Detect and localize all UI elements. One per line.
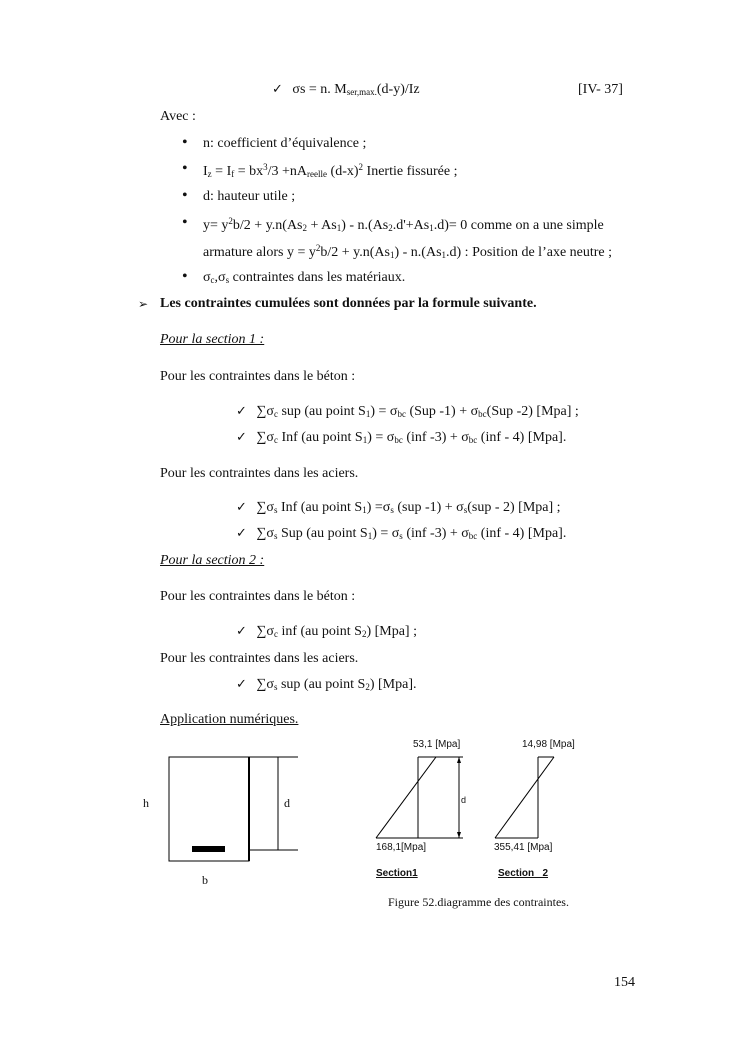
figure-caption: Figure 52.diagramme des contraintes.	[388, 895, 569, 909]
check-icon: ✓	[236, 430, 247, 445]
check-icon: ✓	[236, 677, 247, 692]
bullet-n: n: coefficient d’équivalence ;	[203, 136, 367, 151]
s1-top-value: 53,1 [Mpa]	[413, 739, 461, 750]
s1-diagonal	[376, 757, 436, 838]
check-icon: ✓	[272, 82, 283, 97]
s1-name: Section1	[376, 868, 418, 879]
section1-title: Pour la section 1 :	[160, 332, 265, 347]
bullet-neutral-axis: $y= y^2b/2 + y.n(As_2 + As_1) - n.(As_2.d'+As_1.d)= 0$ comme on a une simple	[203, 216, 604, 233]
section1-acier-inf: ✓ $\sum\sigma_s$ Inf (au point $S_1) =\sigma_s$ (sup $-1) + \sigma_s(sup - 2)$ [Mpa] ;	[236, 500, 561, 515]
label-h: h	[143, 796, 149, 810]
section2-acier-sup: ✓ $\sum\sigma_s$ sup (au point $S_2$) [Mpa].	[236, 677, 417, 692]
label-b: b	[202, 873, 208, 887]
s1-dim-arrow-bottom	[457, 832, 461, 838]
s2-name: Section 2	[498, 868, 549, 879]
bullet-icon: •	[182, 187, 188, 204]
check-icon: ✓	[236, 500, 247, 515]
check-icon: ✓	[236, 404, 247, 419]
avec-label: Avec :	[160, 109, 196, 124]
bullet-icon: •	[182, 134, 188, 151]
page-number: 154	[614, 975, 635, 990]
section2-title: Pour la section 2 :	[160, 553, 265, 568]
bullet-d: d: hauteur utile ;	[203, 189, 296, 204]
s2-top-value: 14,98 [Mpa]	[522, 739, 575, 750]
s2-bottom-value: 355,41 [Mpa]	[494, 842, 553, 853]
rebar	[192, 846, 225, 852]
section1-beton-inf: ✓ $\sum\sigma_c$ Inf (au point $S_1) = \sigma_{bc}$ (inf $-3) + \sigma_{bc}$ (inf - 4) [Mpa].	[236, 430, 567, 445]
section1-acier-intro: Pour les contraintes dans les aciers.	[160, 466, 359, 481]
bullet-icon: •	[182, 268, 188, 285]
section-heading: Les contraintes cumulées sont données par la formule suivante.	[160, 296, 537, 311]
s1-bottom-value: 168,1[Mpa]	[376, 842, 427, 853]
section2-beton-intro: Pour les contraintes dans le béton :	[160, 589, 356, 604]
section1-stress-diagram	[376, 757, 463, 838]
formula-sigma-s: ✓ σs = n. $M_{ser,max.}(d-y)/Iz$	[272, 82, 420, 97]
section1-beton-sup: ✓ $\sum\sigma_c$ sup (au point $S_1) = \sigma_{bc}$ (Sup $-1) + \sigma_{bc}(Sup$ -2) [Mpa] ;	[236, 404, 579, 419]
section2-stress-diagram	[495, 757, 554, 838]
cross-section-diagram	[169, 757, 298, 861]
section2-acier-intro: Pour les contraintes dans les aciers.	[160, 651, 359, 666]
section1-acier-sup: ✓ $\sum\sigma_s$ Sup (au point $S_1) = \sigma_s$ (inf $-3) + \sigma_{bc}$ (inf - 4) [Mpa].	[236, 526, 567, 541]
section2-beton-inf: ✓ $\sum\sigma_c$ inf (au point $S_2$) [Mpa] ;	[236, 624, 417, 639]
bullet-icon: •	[182, 214, 188, 231]
check-icon: ✓	[236, 624, 247, 639]
bullet-neutral-axis-line2: armature alors $y = y^2b/2 + y.n(As_1) - n.(As_1.d)$ : Position de l’axe neutre ;	[203, 243, 613, 260]
s1-dim-arrow-top	[457, 757, 461, 763]
application-title: Application numériques.	[160, 712, 299, 727]
bullet-inertia: $I_z = I_f = bx^3/3 +nA_{reelle}$ $(d-x)^2$ Inertie fissurée ;	[203, 162, 458, 179]
check-icon: ✓	[236, 526, 247, 541]
s2-diagonal	[495, 757, 554, 838]
section-outline	[169, 757, 249, 861]
label-d: d	[284, 796, 290, 810]
section1-beton-intro: Pour les contraintes dans le béton :	[160, 369, 356, 384]
equation-ref: [IV- 37]	[578, 82, 623, 97]
arrow-bullet-icon: ➢	[138, 297, 149, 311]
bullet-icon: •	[182, 160, 188, 177]
s1-d-label: d	[461, 795, 467, 805]
bullet-sigma: $\sigma_c,\sigma_s$ contraintes dans les matériaux.	[203, 270, 406, 285]
